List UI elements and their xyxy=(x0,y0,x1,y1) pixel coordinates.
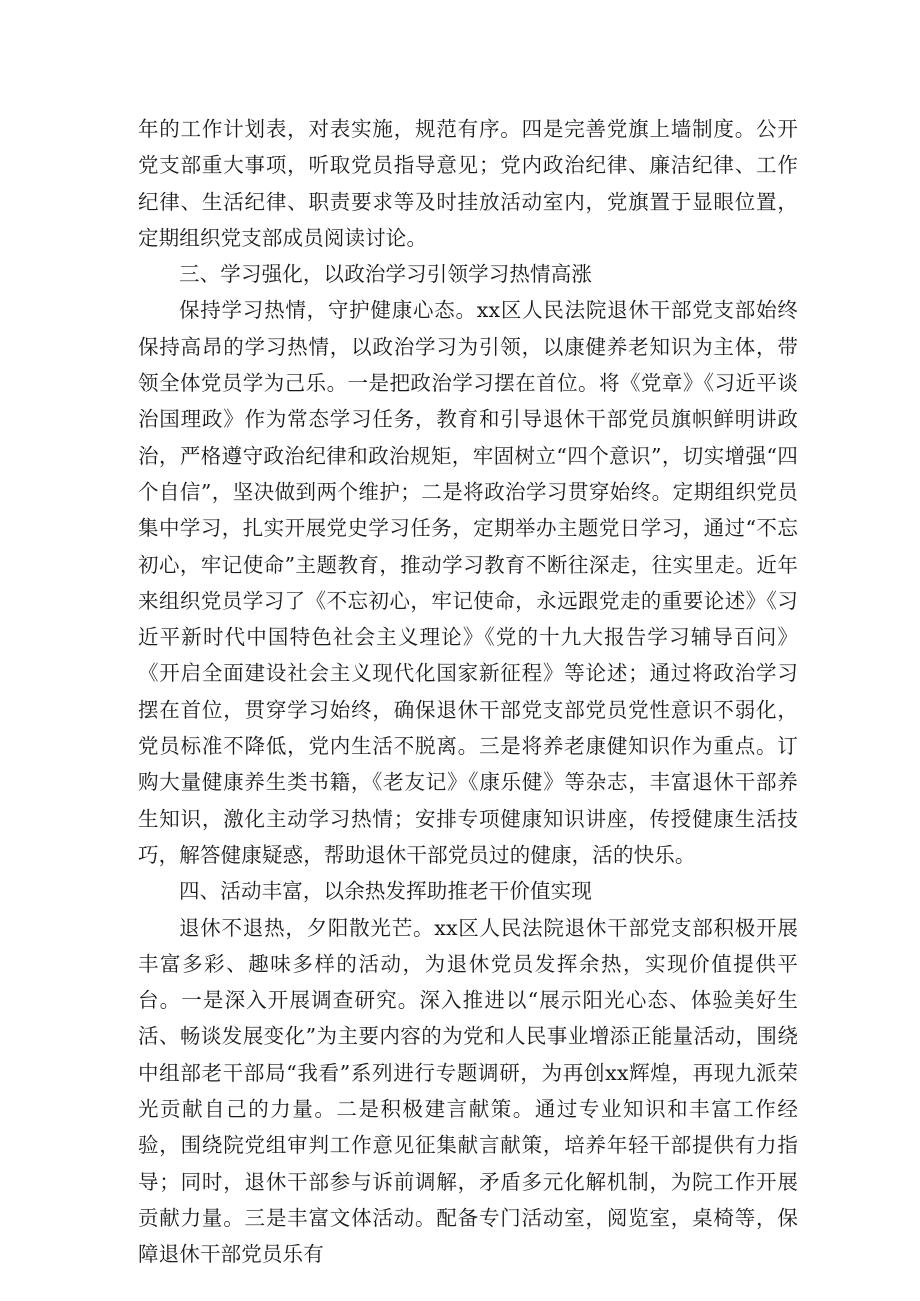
paragraph-intro: 年的工作计划表，对表实施，规范有序。四是完善党旗上墙制度。公开党支部重大事项，听取党员指导意见；党内政治纪律、廉洁纪律、工作纪律、生活纪律、职责要求等及时挂放活动室内，党旗置于显眼位置，定期组织党支部成员阅读讨论。 xyxy=(138,117,798,250)
paragraph-study: 保持学习热情，守护健康心态。xx区人民法院退休干部党支部始终保持高昂的学习热情，以政治学习为引领，以康健养老知识为主体，带领全体党员学为己乐。一是把政治学习摆在首位。将《党章》《习近平谈治国理政》作为常态学习任务，教育和引导退休干部党员旗帜鲜明讲政治，严格遵守政治纪律和政治规矩，牢固树立“四个意识”，切实增强“四个自信”，坚决做到两个维护；二是将政治学习贯穿始终。定期组织党员集中学习，扎实开展党史学习任务，定期举办主题党日学习，通过“不忘初心，牢记使命”主题教育，推动学习教育不断往深走，往实里走。近年来组织党员学习了《不忘初心，牢记使命，永远跟党走的重要论述》《习近平新时代中国特色社会主义理论》《党的十九大报告学习辅导百问》《开启全面建设社会主义现代化国家新征程》等论述；通过将政治学习摆在首位，贯穿学习始终，确保退休干部党支部党员党性意识不弱化，党员标准不降低，党内生活不脱离。三是将养老康健知识作为重点。订购大量健康养生类书籍，《老友记》《康乐健》等杂志，丰富退休干部养生知识，激化主动学习热情；安排专项健康知识讲座，传授健康生活技巧，解答健康疑惑，帮助退休干部党员过的健康，活的快乐。 xyxy=(138,298,798,867)
document-body xyxy=(138,111,798,1273)
paragraph-activities: 退休不退热，夕阳散光芒。xx区人民法院退休干部党支部积极开展丰富多彩、趣味多样的活动，为退休党员发挥余热，实现价值提供平台。一是深入开展调查研究。深入推进以“展示阳光心态、体验美好生活、畅谈发展变化”为主要内容的为党和人民事业增添正能量活动，围绕中组部老干部局“我看”系列进行专题调研，为再创xx辉煌，再现九派荣光贡献自己的力量。二是积极建言献策。通过专业知识和丰富工作经验，围绕院党组审判工作意见征集献言献策，培养年轻干部提供有力指导；同时，退休干部参与诉前调解，矛盾多元化解机制，为院工作开展贡献力量。三是丰富文体活动。配备专门活动室，阅览室，桌椅等，保障退休干部党员乐有 xyxy=(138,915,798,1267)
section-heading-three: 三、学习强化，以政治学习引领学习热情高涨 xyxy=(179,262,592,287)
section-heading-four: 四、活动丰富，以余热发挥助推老干价值实现 xyxy=(179,879,592,904)
